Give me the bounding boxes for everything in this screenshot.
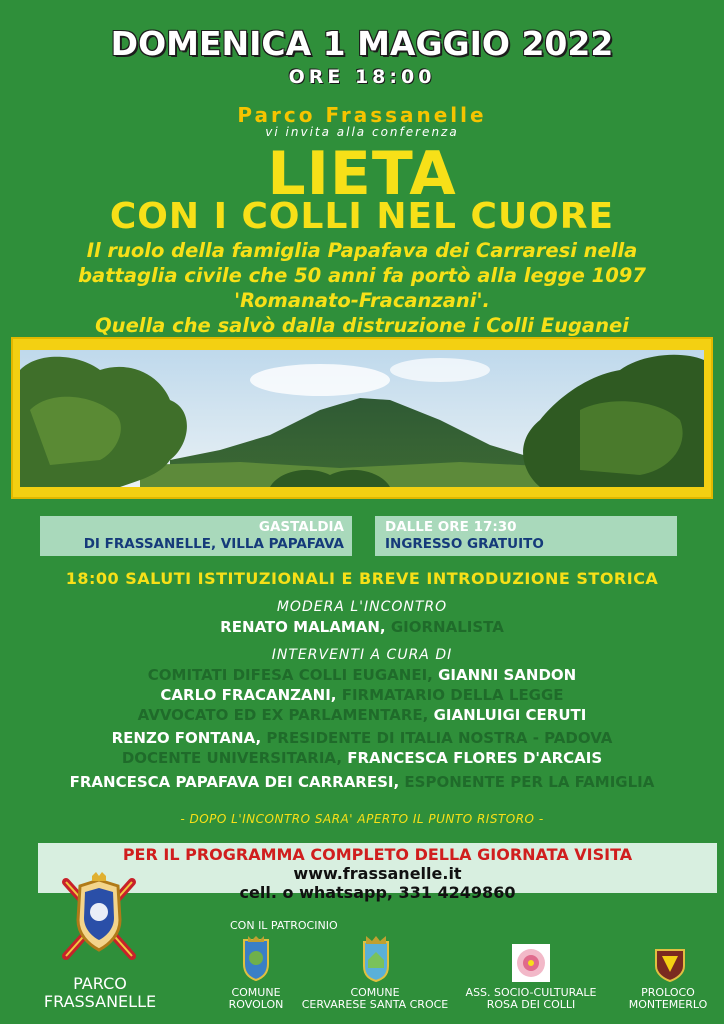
entry-box (375, 516, 677, 556)
park-caption-line2: FRASSANELLE (43, 992, 157, 1011)
patron-caption-line: COMUNE (231, 986, 281, 999)
patron-caption-line: ROVOLON (228, 998, 284, 1011)
speaker-name: RENZO FONTANA, (111, 729, 262, 747)
speaker-line (0, 729, 724, 747)
speaker-name: CARLO FRACANZANI, (160, 686, 337, 704)
moderator-line (0, 618, 724, 636)
park-caption-line1: PARCO (73, 974, 127, 993)
speaker-line (0, 706, 724, 724)
venue-box (40, 516, 352, 556)
rose-icon (512, 944, 550, 982)
conference-title: LIETA (267, 139, 457, 209)
speaker-name: FRANCESCA PAPAFAVA DEI CARRARESI, (69, 773, 400, 791)
patron-caption-line: CERVARESE SANTA CROCE (301, 998, 449, 1011)
refreshment-note: - DOPO L'INCONTRO SARA' APERTO IL PUNTO RISTORO - (180, 812, 544, 826)
cervarese-crest (356, 936, 396, 982)
venue-line2: DI FRASSANELLE, VILLA PAPAFAVA (83, 536, 344, 552)
patron-caption-line: PROLOCO (641, 986, 695, 999)
patron-caption-line: COMUNE (350, 986, 400, 999)
website-link[interactable]: www.frassanelle.it (293, 864, 462, 883)
proloco-logo (652, 946, 688, 982)
entry-free: INGRESSO GRATUITO (385, 536, 544, 552)
moderator-heading: MODERA L'INCONTRO (276, 599, 448, 615)
patron-caption (300, 987, 450, 1011)
event-date: DOMENICA 1 MAGGIO 2022 (110, 24, 614, 63)
subtitle-line: Il ruolo della famiglia Papafava dei Carraresi nella (86, 239, 638, 262)
patron-caption (213, 987, 299, 1011)
conference-subtitle (20, 238, 704, 338)
speaker-line (0, 773, 724, 791)
patron-caption (616, 987, 720, 1011)
phone-number: cell. o whatsapp, 331 4249860 (239, 883, 516, 902)
speaker-role: AVVOCATO ED EX PARLAMENTARE, (137, 706, 429, 724)
proloco-shield-icon (652, 946, 688, 982)
subtitle-line: battaglia civile che 50 anni fa portò alla legge 1097 (78, 264, 646, 287)
speaker-role: COMITATI DIFESA COLLI EUGANEI, (147, 666, 433, 684)
hills-landscape-image (20, 350, 704, 487)
venue-line1: GASTALDIA (258, 519, 344, 535)
speaker-line (0, 686, 724, 704)
speaker-role: PRESIDENTE DI ITALIA NOSTRA - PADOVA (261, 729, 613, 747)
program-intro: 18:00 SALUTI ISTITUZIONALI E BREVE INTRODUZIONE STORICA (65, 569, 659, 588)
photo-frame (11, 337, 713, 499)
rosa-dei-colli-logo (512, 944, 550, 982)
speaker-role: DOCENTE UNIVERSITARIA, (121, 749, 343, 767)
invite-text: vi invita alla conferenza (265, 125, 459, 139)
speakers-heading: INTERVENTI A CURA DI (271, 647, 453, 663)
speaker-name: GIANNI SANDON (432, 666, 577, 684)
patronage-label: CON IL PATROCINIO (230, 919, 338, 932)
subtitle-line: 'Romanato-Fracanzani'. (234, 289, 490, 312)
speaker-line (0, 666, 724, 684)
info-heading: PER IL PROGRAMMA COMPLETO DELLA GIORNATA VISITA (122, 845, 633, 864)
rovolon-crest-icon (236, 936, 276, 982)
conference-title-line2: CON I COLLI NEL CUORE (109, 196, 615, 237)
moderator-name: RENATO MALAMAN, (220, 618, 386, 636)
landscape-photo (20, 350, 704, 487)
park-logo-caption (30, 975, 170, 1011)
speaker-role: ESPONENTE PER LA FAMIGLIA (399, 773, 655, 791)
event-time: ORE 18:00 (288, 66, 436, 88)
patron-caption (456, 987, 606, 1011)
speaker-role: FIRMATARIO DELLA LEGGE (336, 686, 564, 704)
organizer-name: Parco Frassanelle (237, 103, 487, 127)
patron-caption-line: MONTEMERLO (628, 998, 708, 1011)
speaker-name: FRANCESCA FLORES D'ARCAIS (342, 749, 603, 767)
park-logo (58, 872, 140, 964)
entry-time: DALLE ORE 17:30 (385, 519, 517, 535)
subtitle-line: Quella che salvò dalla distruzione i Colli Euganei (95, 314, 629, 337)
speaker-name: GIANLUIGI CERUTI (428, 706, 587, 724)
patron-caption-line: ASS. SOCIO-CULTURALE (465, 986, 597, 999)
rovolon-crest (236, 936, 276, 982)
speaker-line (0, 749, 724, 767)
coat-of-arms-icon (58, 872, 140, 964)
moderator-role: GIORNALISTA (385, 618, 504, 636)
cervarese-crest-icon (356, 936, 396, 982)
patron-caption-line: ROSA DEI COLLI (486, 998, 576, 1011)
